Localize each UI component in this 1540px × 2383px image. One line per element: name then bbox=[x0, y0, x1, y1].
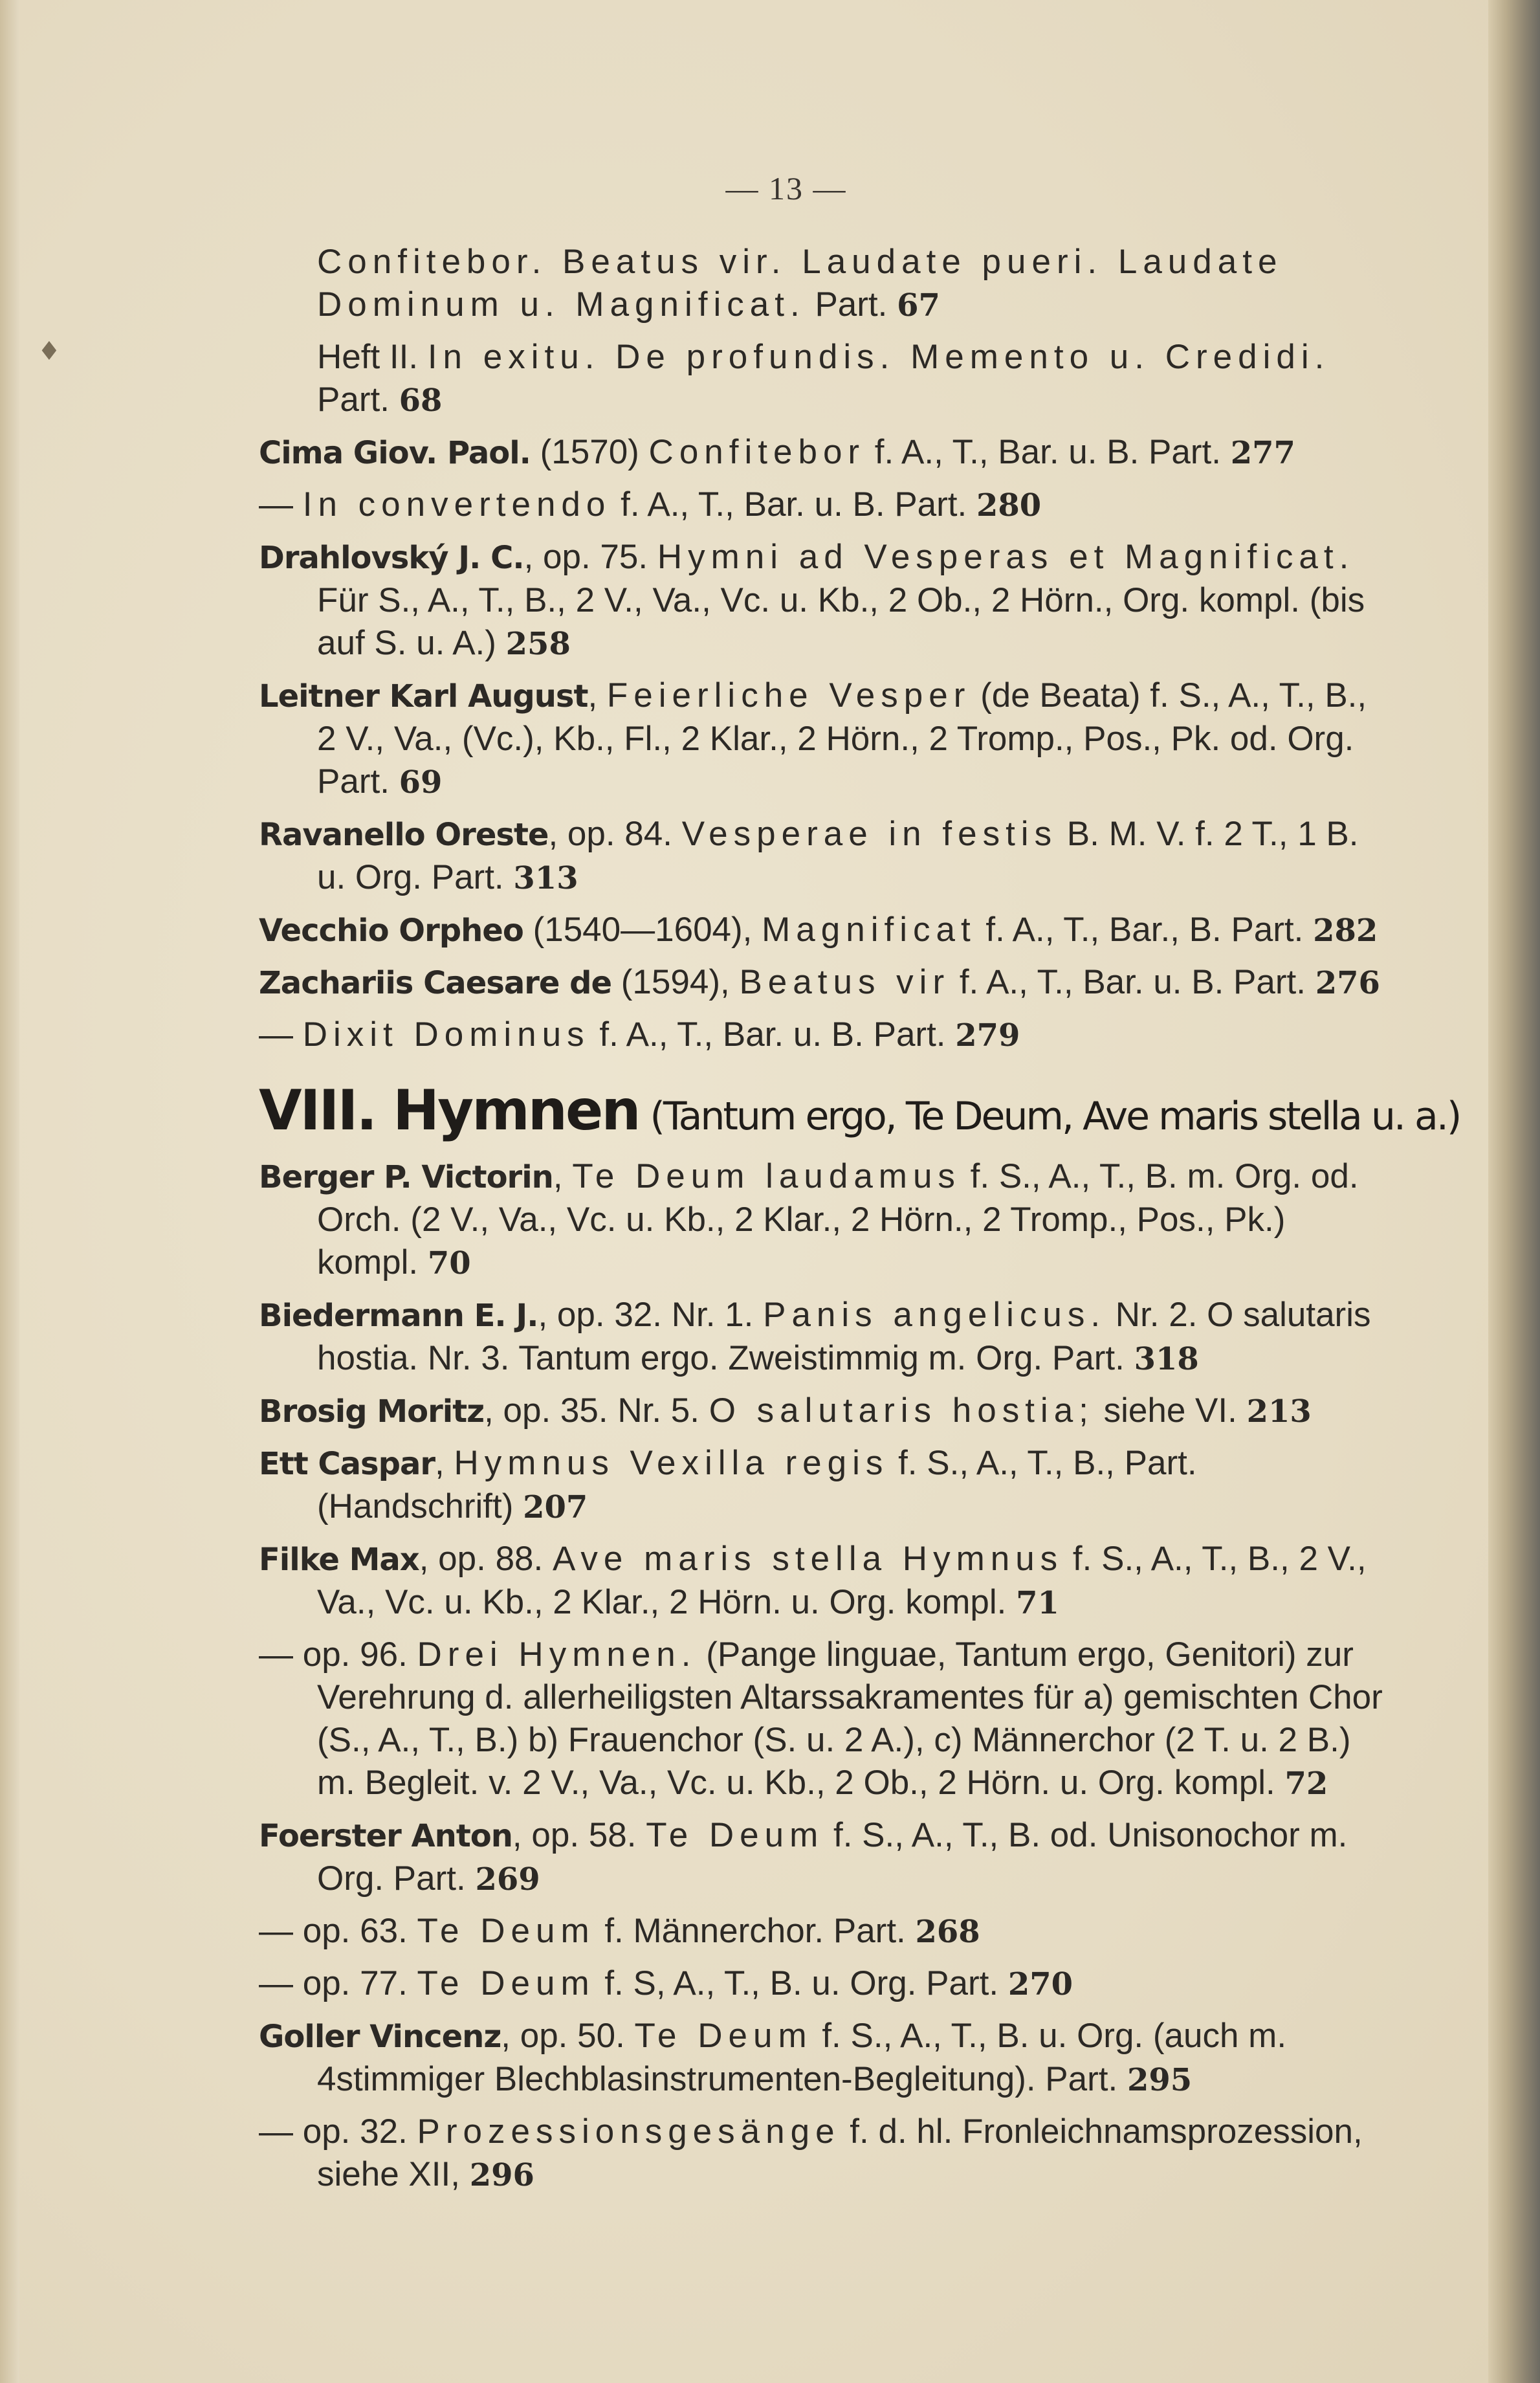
catalog-number: 67 bbox=[897, 287, 940, 324]
work-title: Drei Hymnen. bbox=[417, 1635, 697, 1674]
section-heading bbox=[259, 1078, 1460, 1143]
entry-details: (de Beata) f. S., A., T., B., 2 V., Va., (Vc.), Kb., Fl., 2 Klar., 2 Hörn., 2 Tromp., Pos., Pk. od. Org. Part. bbox=[317, 676, 1367, 801]
composer-name: Goller Vincenz bbox=[259, 2019, 501, 2055]
composer-name: Ravanello Oreste bbox=[259, 817, 549, 853]
catalog-number: 277 bbox=[1230, 435, 1295, 471]
entry-prefix: — op. 63. bbox=[259, 1912, 417, 1950]
catalog-number: 207 bbox=[523, 1489, 588, 1525]
entry-details: Part. bbox=[317, 381, 399, 419]
entry-prefix: — op. 32. bbox=[259, 2112, 417, 2151]
composer-name: Ett Caspar bbox=[259, 1446, 435, 1482]
work-title: In exitu. De profundis. Memento u. Credidi. bbox=[427, 338, 1330, 376]
entry-prefix: , op. 58. bbox=[512, 1816, 646, 1854]
book-gutter bbox=[1488, 0, 1540, 2383]
entry-prefix: Heft II. bbox=[317, 338, 428, 376]
catalog-entry bbox=[259, 483, 1391, 527]
entry-prefix: , op. 75. bbox=[523, 538, 657, 576]
work-title: Confitebor. Beatus vir. Laudate pueri. Laudate Dominum u. Magnificat. bbox=[317, 243, 1283, 324]
composer-name: Zachariis Caesare de bbox=[259, 965, 612, 1001]
catalog-number: 296 bbox=[469, 2157, 534, 2193]
entry-prefix: (1570) bbox=[530, 433, 649, 471]
catalog-entry bbox=[259, 1962, 1391, 2006]
catalog-entry bbox=[259, 2015, 1391, 2101]
entry-details: f. S., A., T., B. u. Org. (auch m. 4stimmiger Blechblasinstrumenten-Begleitung). Part. bbox=[317, 2017, 1287, 2098]
catalog-number: 71 bbox=[1016, 1585, 1059, 1621]
catalog-number: 279 bbox=[955, 1017, 1020, 1054]
entry-details: f. S, A., T., B. u. Org. Part. bbox=[595, 1964, 1008, 2002]
entry-prefix: — op. 96. bbox=[259, 1635, 417, 1674]
catalog-entry bbox=[259, 536, 1391, 665]
catalog-entry bbox=[259, 1634, 1391, 1805]
catalog-entry bbox=[259, 2111, 1391, 2197]
entry-prefix: , bbox=[435, 1444, 454, 1482]
entry-prefix: (1594), bbox=[611, 963, 740, 1001]
catalog-number: 269 bbox=[475, 1861, 540, 1898]
work-title: In convertendo bbox=[302, 485, 611, 524]
entry-details: Für S., A., T., B., 2 V., Va., Vc. u. Kb., 2 Ob., 2 Hörn., Org. kompl. (bis auf S. u. A.) bbox=[317, 581, 1365, 662]
catalog-number: 213 bbox=[1246, 1393, 1312, 1430]
catalog-number: 318 bbox=[1134, 1341, 1199, 1377]
catalog-entry bbox=[259, 241, 1391, 327]
composer-name: Drahlovský J. C. bbox=[259, 540, 524, 576]
entry-details: f. S., A., T., B. m. Org. od. Orch. (2 V., Va., Vc. u. Kb., 2 Klar., 2 Hörn., 2 Tromp., Pos., Pk.) kompl. bbox=[317, 1157, 1359, 1281]
section-heading-title: VIII. Hymnen bbox=[259, 1078, 639, 1143]
catalog-number: 69 bbox=[399, 764, 443, 801]
catalog-entry bbox=[259, 1155, 1391, 1285]
page-number: — 13 — bbox=[725, 170, 847, 206]
work-title: Vesperae in festis bbox=[681, 815, 1058, 853]
entry-list-vespers bbox=[259, 241, 1391, 1057]
catalog-entry bbox=[259, 431, 1391, 474]
entry-prefix: — op. 77. bbox=[259, 1964, 417, 2002]
catalog-entry bbox=[259, 1814, 1391, 1901]
catalog-entry bbox=[259, 674, 1391, 804]
catalog-number: 313 bbox=[513, 860, 578, 896]
catalog-entry bbox=[259, 1442, 1391, 1529]
catalog-number: 268 bbox=[915, 1914, 980, 1950]
composer-name: Filke Max bbox=[259, 1542, 419, 1578]
work-title: Te Deum laudamus bbox=[572, 1157, 961, 1195]
catalog-entry bbox=[259, 1910, 1391, 1953]
entry-details: f. Männerchor. Part. bbox=[595, 1912, 916, 1950]
entry-prefix: (1540—1604), bbox=[523, 911, 762, 949]
catalog-number: 258 bbox=[505, 626, 571, 662]
entry-details: (Pange linguae, Tantum ergo, Genitori) zur Verehrung d. allerheiligsten Altarssakramentes für a) gemischten Chor (S., A., T., B.) b) Frauenchor (S. u. 2 A.), c) Männerchor (2 T. u. 2 B.) m. Begleit. v. 2 V., Va., Vc. u. Kb., 2 Ob., 2 Hörn. u. Org. kompl. bbox=[317, 1635, 1383, 1802]
entry-details: f. S., A., T., B., 2 V., Va., Vc. u. Kb., 2 Klar., 2 Hörn. u. Org. kompl. bbox=[317, 1540, 1367, 1621]
work-title: Hymni ad Vesperas et Magnificat. bbox=[657, 538, 1355, 576]
catalog-text bbox=[259, 241, 1460, 2206]
work-title: Hymnus Vexilla regis bbox=[454, 1444, 889, 1482]
work-title: Ave maris stella Hymnus bbox=[552, 1540, 1064, 1578]
catalog-number: 295 bbox=[1127, 2062, 1193, 2098]
catalog-number: 276 bbox=[1315, 965, 1380, 1001]
work-title: Te Deum bbox=[417, 1964, 595, 2002]
catalog-entry bbox=[259, 1538, 1391, 1624]
work-title: Beatus vir bbox=[739, 963, 951, 1001]
catalog-entry bbox=[259, 813, 1391, 900]
catalog-number: 70 bbox=[427, 1245, 471, 1281]
composer-name: Vecchio Orpheo bbox=[259, 913, 523, 949]
composer-name: Leitner Karl August bbox=[259, 678, 588, 715]
section-heading-subtitle: (Tantum ergo, Te Deum, Ave maris stella u. a.) bbox=[650, 1094, 1460, 1139]
entry-prefix: , bbox=[588, 676, 607, 715]
catalog-entry bbox=[259, 336, 1391, 422]
entry-details: f. A., T., Bar. u. B. Part. bbox=[950, 963, 1315, 1001]
entry-details: f. A., T., Bar. u. B. Part. bbox=[589, 1015, 956, 1054]
catalog-entry bbox=[259, 1014, 1391, 1057]
entry-details: f. S., A., T., B., Part. (Handschrift) bbox=[317, 1444, 1197, 1525]
work-title: Te Deum bbox=[417, 1912, 595, 1950]
work-title: Confitebor bbox=[648, 433, 866, 471]
composer-name: Biedermann E. J. bbox=[259, 1298, 538, 1334]
catalog-entry bbox=[259, 1390, 1391, 1433]
catalog-entry bbox=[259, 961, 1391, 1004]
work-title: Te Deum bbox=[646, 1816, 824, 1854]
catalog-number: 270 bbox=[1007, 1966, 1073, 2002]
entry-details: f. A., T., Bar., B. Part. bbox=[976, 911, 1314, 949]
entry-prefix: , op. 50. bbox=[501, 2017, 635, 2055]
catalog-number: 72 bbox=[1284, 1766, 1328, 1802]
entry-prefix: , op. 35. Nr. 5. bbox=[484, 1391, 709, 1430]
entry-details: f. S., A., T., B. od. Unisonochor m. Org. Part. bbox=[317, 1816, 1348, 1898]
entry-prefix: , op. 84. bbox=[548, 815, 682, 853]
entry-prefix: , op. 32. Nr. 1. bbox=[538, 1296, 764, 1334]
margin-mark: ♦ bbox=[38, 337, 61, 366]
entry-details: f. A., T., Bar. u. B. Part. bbox=[611, 485, 976, 524]
catalog-number: 280 bbox=[976, 487, 1042, 524]
catalog-number: 282 bbox=[1313, 913, 1378, 949]
work-title: Te Deum bbox=[634, 2017, 813, 2055]
work-title: Panis angelicus. bbox=[763, 1296, 1106, 1334]
entry-list-hymns bbox=[259, 1155, 1391, 2197]
work-title: Magnificat bbox=[762, 911, 976, 949]
entry-details: B. M. V. f. 2 T., 1 B. u. Org. Part. bbox=[317, 815, 1359, 896]
composer-name: Cima Giov. Paol. bbox=[259, 435, 531, 471]
catalog-number: 68 bbox=[399, 382, 443, 419]
entry-details: Part. bbox=[805, 285, 897, 324]
entry-details: f. d. hl. Fronleichnamsprozession, siehe XII, bbox=[317, 2112, 1363, 2193]
page-left-edge bbox=[0, 0, 19, 2383]
catalog-entry bbox=[259, 909, 1391, 952]
composer-name: Foerster Anton bbox=[259, 1818, 512, 1854]
work-title: Feierliche Vesper bbox=[606, 676, 971, 715]
composer-name: Berger P. Victorin bbox=[259, 1159, 553, 1195]
entry-details: Nr. 2. O salutaris hostia. Nr. 3. Tantum ergo. Zweistimmig m. Org. Part. bbox=[317, 1296, 1371, 1377]
work-title: Prozessionsgesänge bbox=[417, 2112, 841, 2151]
entry-prefix: , bbox=[553, 1157, 573, 1195]
catalog-entry bbox=[259, 1294, 1391, 1380]
work-title: Dixit Dominus bbox=[302, 1015, 590, 1054]
entry-prefix: — bbox=[259, 1015, 303, 1054]
entry-prefix: — bbox=[259, 485, 303, 524]
entry-details: siehe VI. bbox=[1094, 1391, 1247, 1430]
entry-prefix: , op. 88. bbox=[419, 1540, 553, 1578]
entry-details: f. A., T., Bar. u. B. Part. bbox=[865, 433, 1231, 471]
work-title: O salutaris hostia; bbox=[709, 1391, 1094, 1430]
composer-name: Brosig Moritz bbox=[259, 1393, 485, 1430]
